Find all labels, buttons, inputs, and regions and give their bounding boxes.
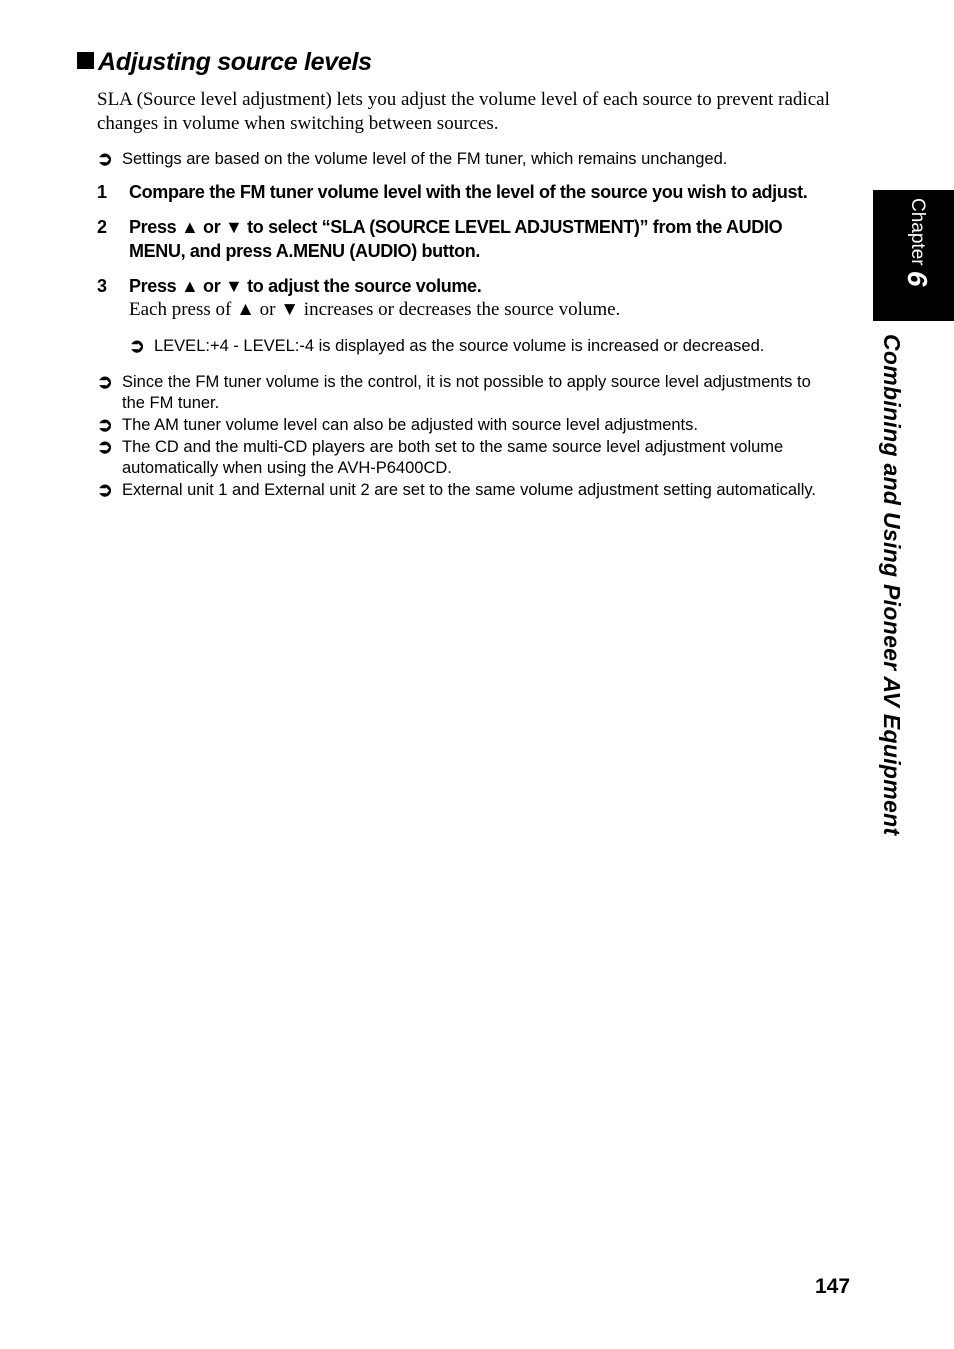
note-item: ➲ The CD and the multi-CD players are both set to the same source level adjustment volume automatically when using the AVH-P6400CD. [97,437,784,477]
heading-text: Adjusting source levels [98,48,372,76]
note-arrow-icon: ➲ [97,372,113,393]
note-arrow-icon: ➲ [97,480,113,501]
note-arrow-icon: ➲ [129,336,145,357]
square-bullet-icon [77,52,94,69]
chapter-number: 6 [902,270,933,287]
step-3-detail: Each press of ▲ or ▼ increases or decreases the source volume. [129,299,621,320]
step-text: Press ▲ or ▼ to adjust the source volume. [129,276,482,296]
step-number: 2 [97,217,107,237]
chapter-tab [873,190,954,321]
section-heading [77,48,372,77]
top-note: ➲ Settings are based on the volume level of the FM tuner, which remains unchanged. [97,149,728,170]
note-item: ➲ The AM tuner volume level can also be adjusted with source level adjustments. [97,415,698,436]
note-arrow-icon: ➲ [97,415,113,436]
step-number: 1 [97,182,107,202]
note-item: ➲ Since the FM tuner volume is the control, it is not possible to apply source level adjustments to the FM tuner. [97,372,811,412]
step-text: Compare the FM tuner volume level with the level of the source you wish to adjust. [129,182,808,202]
step-number: 3 [97,276,107,296]
chapter-title: Combining and Using Pioneer AV Equipment [879,334,905,836]
intro-paragraph: SLA (Source level adjustment) lets you adjust the volume level of each source to prevent radical changes in volume when switching between sources. [97,89,830,134]
note-item: ➲ External unit 1 and External unit 2 are set to the same volume adjustment setting automatically. [97,480,816,501]
step-2 [97,215,827,263]
note-arrow-icon: ➲ [97,437,113,458]
step-3 [97,274,827,298]
chapter-label: Chapter [907,198,928,266]
step-1 [97,180,867,204]
step-text: Press ▲ or ▼ to select “SLA (SOURCE LEVEL ADJUSTMENT)” from the AUDIO MENU, and press A.MENU (AUDIO) button. [129,217,783,261]
page-number: 147 [815,1275,851,1298]
note-arrow-icon: ➲ [97,149,113,170]
step-3-note: ➲ LEVEL:+4 - LEVEL:-4 is displayed as the source volume is increased or decreased. [129,336,765,357]
